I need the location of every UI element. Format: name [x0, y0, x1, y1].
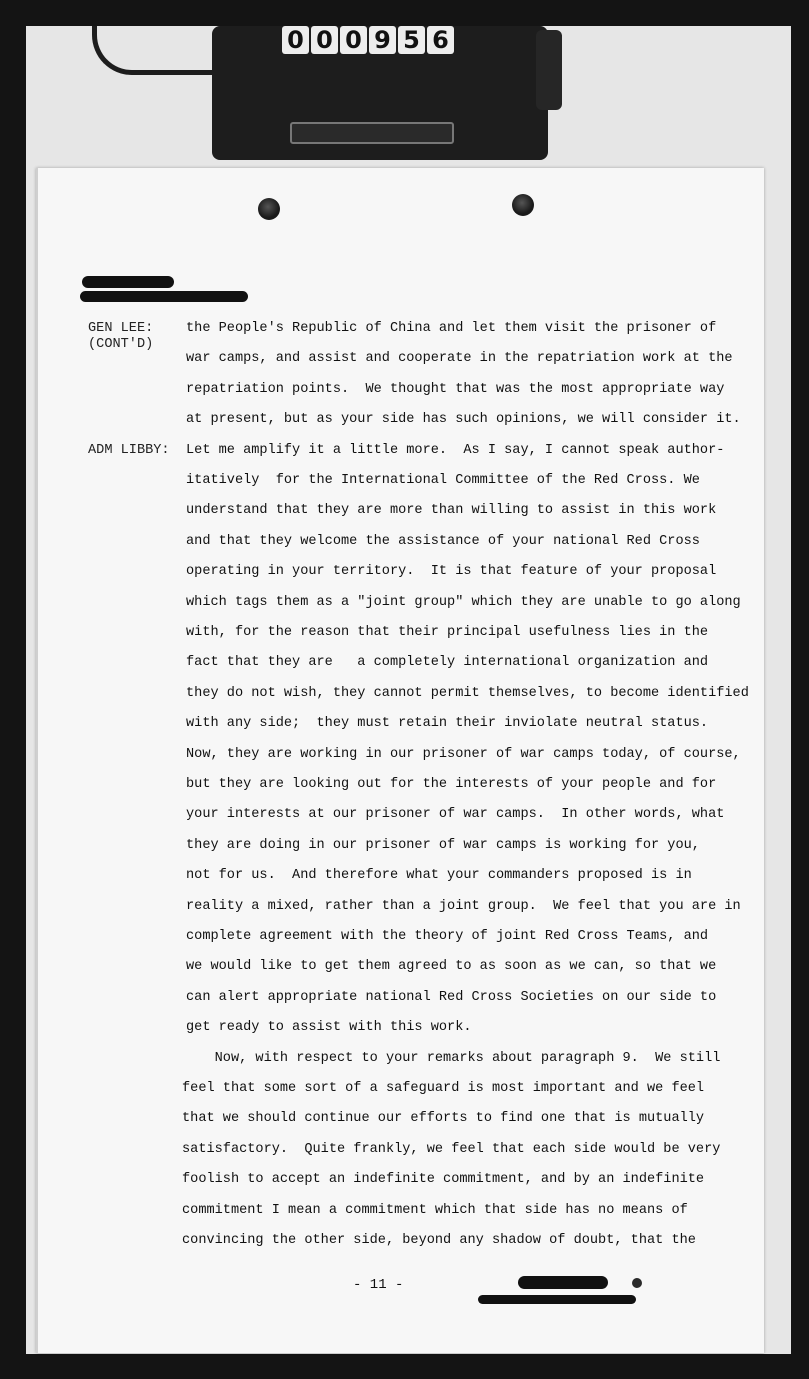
- text-line: with, for the reason that their principal usefulness lies in the: [186, 625, 709, 640]
- counter-digit: 6: [427, 26, 454, 54]
- text-line: not for us. And therefore what your commanders proposed is in: [186, 868, 692, 884]
- text-line: reality a mixed, rather than a joint group. We feel that you are in: [186, 898, 741, 914]
- page-number: - 11 -: [353, 1277, 404, 1293]
- redaction-bar: [518, 1276, 608, 1289]
- speaker-label: ADM LIBBY:: [88, 443, 170, 458]
- text-line: get ready to assist with this work.: [186, 1020, 472, 1036]
- speaker-label: GEN LEE:: [88, 321, 154, 336]
- text-line: the People's Republic of China and let them visit the prisoner of: [186, 321, 717, 336]
- text-line: satisfactory. Quite frankly, we feel that each side would be very: [182, 1141, 721, 1157]
- text-line: we would like to get them agreed to as soon as we can, so that we: [186, 959, 717, 975]
- text-line: understand that they are more than willing to assist in this work: [186, 503, 717, 519]
- counter-digit: 9: [369, 26, 396, 54]
- text-line: foolish to accept an indefinite commitment, and by an indefinite: [182, 1172, 705, 1188]
- text-line: feel that some sort of a safeguard is most important and we feel: [182, 1081, 705, 1096]
- speaker-cont-label: (CONT'D): [88, 337, 154, 352]
- text-line: complete agreement with the theory of joint Red Cross Teams, and: [186, 929, 709, 944]
- text-line: repatriation points. We thought that was the most appropriate way: [186, 381, 725, 397]
- text-line: Let me amplify it a little more. As I say, I cannot speak author-: [186, 442, 725, 458]
- text-line: itatively for the International Committee of the Red Cross. We: [186, 473, 700, 488]
- counter-digit: 0: [282, 26, 309, 54]
- counter-nameplate: [290, 122, 454, 144]
- counter-digit: 0: [311, 26, 338, 54]
- text-line: operating in your territory. It is that feature of your proposal: [186, 564, 717, 580]
- text-line: war camps, and assist and cooperate in the repatriation work at the: [186, 351, 733, 367]
- counter-digit: 0: [340, 26, 367, 54]
- text-line: which tags them as a "joint group" which they are unable to go along: [186, 594, 741, 610]
- text-line: and that they welcome the assistance of your national Red Cross: [186, 533, 700, 549]
- text-line: but they are looking out for the interests of your people and for: [186, 777, 717, 792]
- frame-counter-device: [212, 26, 548, 160]
- text-line: Now, with respect to your remarks about paragraph 9. We still: [182, 1050, 721, 1066]
- document-page: [36, 168, 764, 1353]
- counter-digits: [282, 26, 454, 54]
- text-line: convincing the other side, beyond any shadow of doubt, that the: [182, 1233, 696, 1248]
- counter-digit: 5: [398, 26, 425, 54]
- text-line: can alert appropriate national Red Cross Societies on our side to: [186, 989, 717, 1005]
- text-line: commitment I mean a commitment which that side has no means of: [182, 1202, 688, 1218]
- redaction-bar: [82, 276, 174, 288]
- text-line: at present, but as your side has such opinions, we will consider it.: [186, 412, 741, 428]
- text-line: fact that they are a completely international organization and: [186, 655, 709, 671]
- punch-hole: [258, 198, 280, 220]
- text-line: they are doing in our prisoner of war camps is working for you,: [186, 837, 700, 853]
- text-line: that we should continue our efforts to find one that is mutually: [182, 1111, 705, 1127]
- counter-knob: [536, 30, 562, 110]
- redaction-bar: [80, 291, 248, 302]
- ink-smudge: [632, 1278, 642, 1288]
- text-line: Now, they are working in our prisoner of war camps today, of course,: [186, 746, 741, 762]
- punch-hole: [512, 194, 534, 216]
- text-line: with any side; they must retain their inviolate neutral status.: [186, 716, 709, 732]
- redaction-bar: [478, 1295, 636, 1304]
- text-line: they do not wish, they cannot permit themselves, to become identified: [186, 685, 749, 701]
- text-line: your interests at our prisoner of war camps. In other words, what: [186, 807, 725, 823]
